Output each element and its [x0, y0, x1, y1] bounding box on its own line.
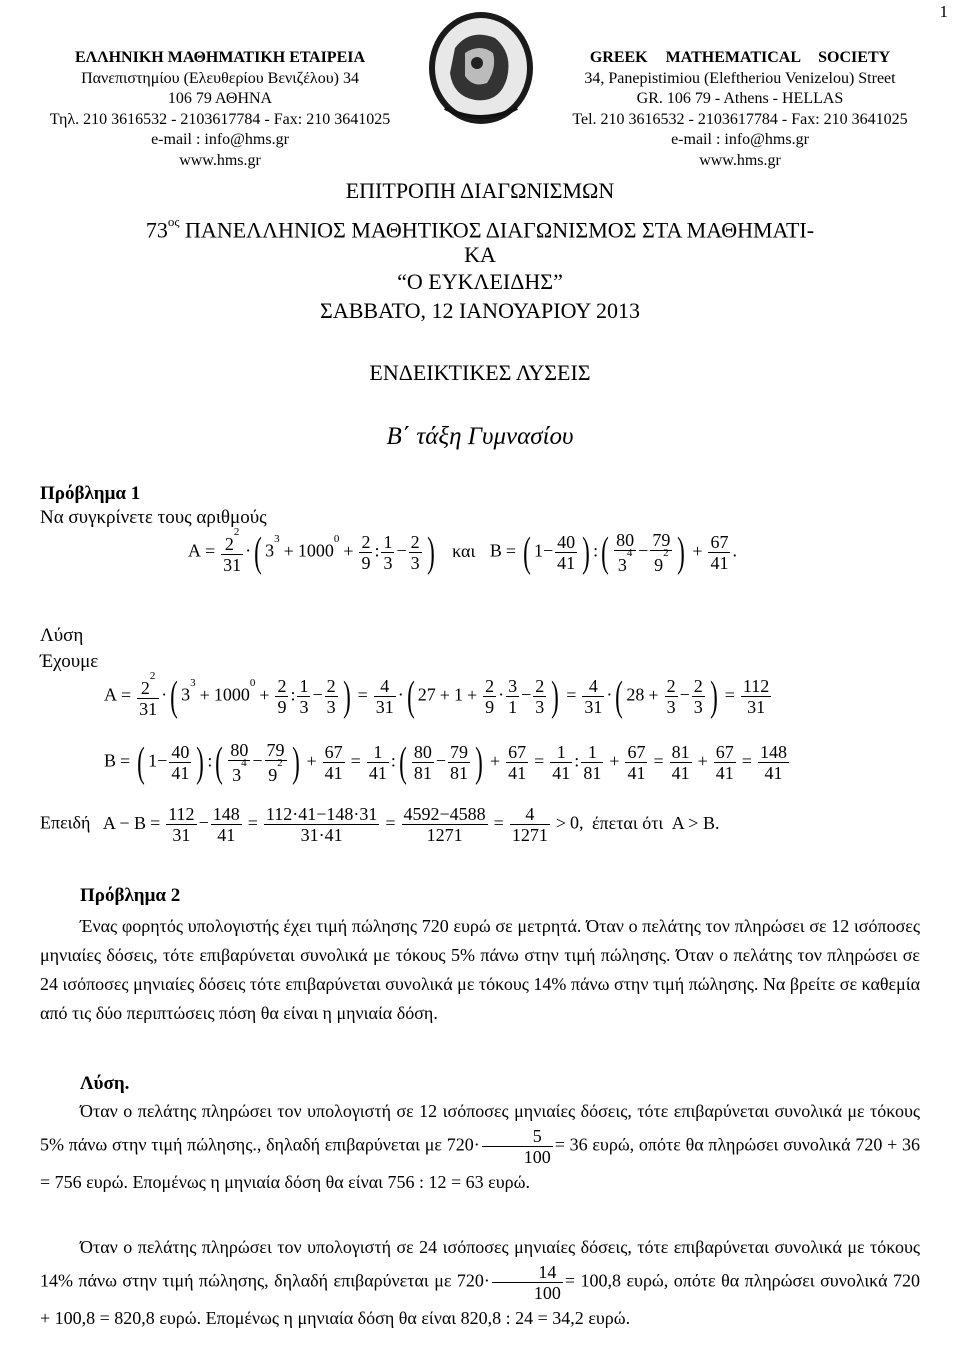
p2-text-b: ευρώ, οπότε θα πληρώσει συνολικά [626, 1270, 888, 1291]
solutions-title: ΕΝΔΕΙΚΤΙΚΕΣ ΛΥΣΕΙΣ [369, 360, 591, 385]
contest-date: ΣΑΒΒΑΤΟ, 12 ΙΑΝΟΥΑΡΙΟΥ 2013 [320, 298, 640, 323]
since-word: Επειδή [40, 812, 91, 833]
p1-text-a: Όταν ο πελάτης πληρώσει τον υπολογιστή σε 12 ισόποσες μηνιαίες δόσεις, τότε επιβαρύνεται συνολικά με τόκους 5% πάνω στην τιμή πώλησης., δηλαδή επιβαρύνεται με [40, 1101, 920, 1155]
header-right-address: 34, Panepistimiou (Eleftheriou Venizelou) Street [584, 69, 896, 87]
problem1-expression-A-B: A = $\frac{2^2}{31}$ ·( $3^3+ 1000^0+$ $\frac{2}{9}$ : $\frac{1}{3}$ − $\frac{2}{3}$ ) και B = ( 1− $\frac{40}{41}$ ) :( $\frac{80}{3^4}$ − $\frac{79}{9^2}$ ) + $\frac{67}{41}$ . [188, 526, 737, 576]
solution-comparison: Επειδή A − B = $\frac{112}{31}$ − $\frac{148}{41}$ = $\frac{112\cdot 41-148\cdot 31}{31\cdot 41}$ = $\frac{4592-4588}{1271}$ = $\frac{4}{1271}$ > 0, έπεται ότι A > B. [40, 804, 720, 845]
committee-title: ΕΠΙΤΡΟΠΗ ΔΙΑΓΩΝΙΣΜΩΝ [345, 178, 615, 203]
follows-word: έπεται ότι [591, 812, 664, 833]
problem2-solution-p1: Όταν ο πελάτης πληρώσει τον υπολογιστή σε 12 ισόποσες μηνιαίες δόσεις, τότε επιβαρύνεται συνολικά με τόκους 5% πάνω στην τιμή πώλησης., δηλαδή επιβαρύνεται με 720· $\frac{5}{100}$ = 36 ευρώ, οπότε θα πληρώσει συνολικά 720 + 36 = 756 ευρώ. Επομένως η μηνιαία δόση θα είναι 756 : 12 = 63 ευρώ. [40, 1101, 921, 1192]
header-right-web: www.hms.gr [699, 151, 781, 169]
solution-line-A: A = $\frac{2^2}{31}$ ·( $3^3+ 1000^0+$ $\frac{2}{9}$ : $\frac{1}{3}$ − $\frac{2}{3}$ ) = $\frac{4}{31}$ ·( 27 + 1 + $\frac{2}{9}$ · $\frac{3}{1}$ − $\frac{2}{3}$ ) = $\frac{4}{31}$ ·( 28 + $\frac{2}{3}$ − $\frac{2}{3}$ ) = $\frac{112}{31}$ [104, 670, 770, 720]
problem1-solution-heading: Λύση [40, 625, 84, 646]
header-left-address: Πανεπιστημίου (Ελευθερίου Βενιζέλου) 34 [81, 69, 359, 87]
zero-comma: 0, [569, 812, 584, 833]
p2-text-a: Όταν ο πελάτης πληρώσει τον υπολογιστή σε 24 ισόποσες μηνιαίες δόσεις, τότε επιβαρύνεται συνολικά με τόκους 14% πάνω στην τιμή πώλησης, δηλαδή επιβαρύνεται με [40, 1237, 920, 1291]
contest-name: “Ο ΕΥΚΛΕΙΔΗΣ” [397, 269, 563, 294]
header-left-email: e-mail : info@hms.gr [151, 131, 289, 148]
header-left-phone: Τηλ. 210 3616532 - 2103617784 - Fax: 210 3641025 [49, 110, 391, 128]
header-left [0, 48, 440, 171]
header-right-phone: Tel. 210 3616532 - 2103617784 - Fax: 210 3641025 [572, 110, 908, 128]
contest-title-text: ΠΑΝΕΛΛΗΝΙΟΣ ΜΑΘΗΤΙΚΟΣ ΔΙΑΓΩΝΙΣΜΟΣ ΣΤΑ ΜΑΘΗΜΑΤΙ- [185, 217, 815, 243]
and-word: και [452, 540, 476, 561]
p1-text-c: ευρώ. Επομένως η μηνιαία δόση θα είναι [86, 1172, 383, 1192]
header-left-web: www.hms.gr [179, 151, 261, 169]
header-right-email: e-mail : info@hms.gr [671, 131, 809, 148]
p1-text-d: ευρώ. [488, 1172, 530, 1192]
problem1-heading: Πρόβλημα 1 [40, 483, 141, 504]
page-number: 1 [939, 2, 948, 21]
contest-title-line2: ΚΑ [464, 242, 496, 267]
problem1-we-have: Έχουμε [40, 651, 99, 672]
problem2-solution-heading: Λύση. [80, 1073, 130, 1094]
problem2-solution-p2: Όταν ο πελάτης πληρώσει τον υπολογιστή σε 24 ισόποσες μηνιαίες δόσεις, τότε επιβαρύνεται συνολικά με τόκους 14% πάνω στην τιμή πώλησης, δηλαδή επιβαρύνεται με 720· $\frac{14}{100}$ = 100,8 ευρώ, οπότε θα πληρώσει συνολικά 720 + 100,8 = 820,8 ευρώ. Επομένως η μηνιαία δόση θα είναι 820,8 : 24 = 34,2 ευρώ. [40, 1237, 920, 1328]
grade-title: Β΄ τάξη Γυμνασίου [386, 423, 574, 450]
contest-title-line1 [0, 212, 960, 243]
contest-number-suffix: ος [167, 214, 180, 229]
p2-text-d: μηνιαία δόση θα είναι [297, 1308, 457, 1328]
p2-text-e: ευρώ. [588, 1308, 631, 1328]
header-right-city: GR. 106 79 - Athens - HELLAS [636, 90, 844, 107]
p1-text-b: ευρώ, οπότε θα πληρώσει συνολικά [592, 1134, 851, 1155]
header-left-city: 106 79 ΑΘΗΝΑ [167, 90, 273, 107]
header-right-org: GREEK MATHEMATICAL SOCIETY [589, 49, 891, 66]
contest-number: 73 [145, 217, 168, 243]
header-right [520, 48, 960, 171]
problem2-statement: Ένας φορητός υπολογιστής έχει τιμή πώλησης 720 ευρώ σε μετρητά. Όταν ο πελάτης τον πληρώσει σε 12 ισόποσες μηνιαίες δόσεις, τότε επιβαρύνεται συνολικά με τόκους 5% πάνω στην τιμή πώλησης. Όταν ο πελάτης τον πληρώσει σε 24 ισόποσες μηνιαίες δόσεις τότε επιβαρύνεται συνολικά με τόκους 14% πάνω στην τιμή πώλησης. Να βρείτε σε καθεμία από τις δύο περιπτώσεις πόση θα είναι η μηνιαία δόση. [40, 916, 920, 1023]
solution-line-B: B = ( 1− $\frac{40}{41}$ ) :( $\frac{80}{3^4}$ − $\frac{79}{9^2}$ ) + $\frac{67}{41}$ = $\frac{1}{41}$ :( $\frac{80}{81}$ − $\frac{79}{81}$ ) + $\frac{67}{41}$ = $\frac{1}{41}$ : $\frac{1}{81}$ + $\frac{67}{41}$ = $\frac{81}{41}$ + $\frac{67}{41}$ = $\frac{148}{41}$ [104, 739, 787, 786]
header-left-org: ΕΛΛΗΝΙΚΗ ΜΑΘΗΜΑΤΙΚΗ ΕΤΑΙΡΕΙΑ [74, 49, 366, 66]
problem2-heading: Πρόβλημα 2 [80, 885, 181, 906]
p2-text-c: ευρώ. Επομένως η [159, 1308, 293, 1328]
problem1-statement: Να συγκρίνετε τους αριθμούς [40, 507, 267, 528]
